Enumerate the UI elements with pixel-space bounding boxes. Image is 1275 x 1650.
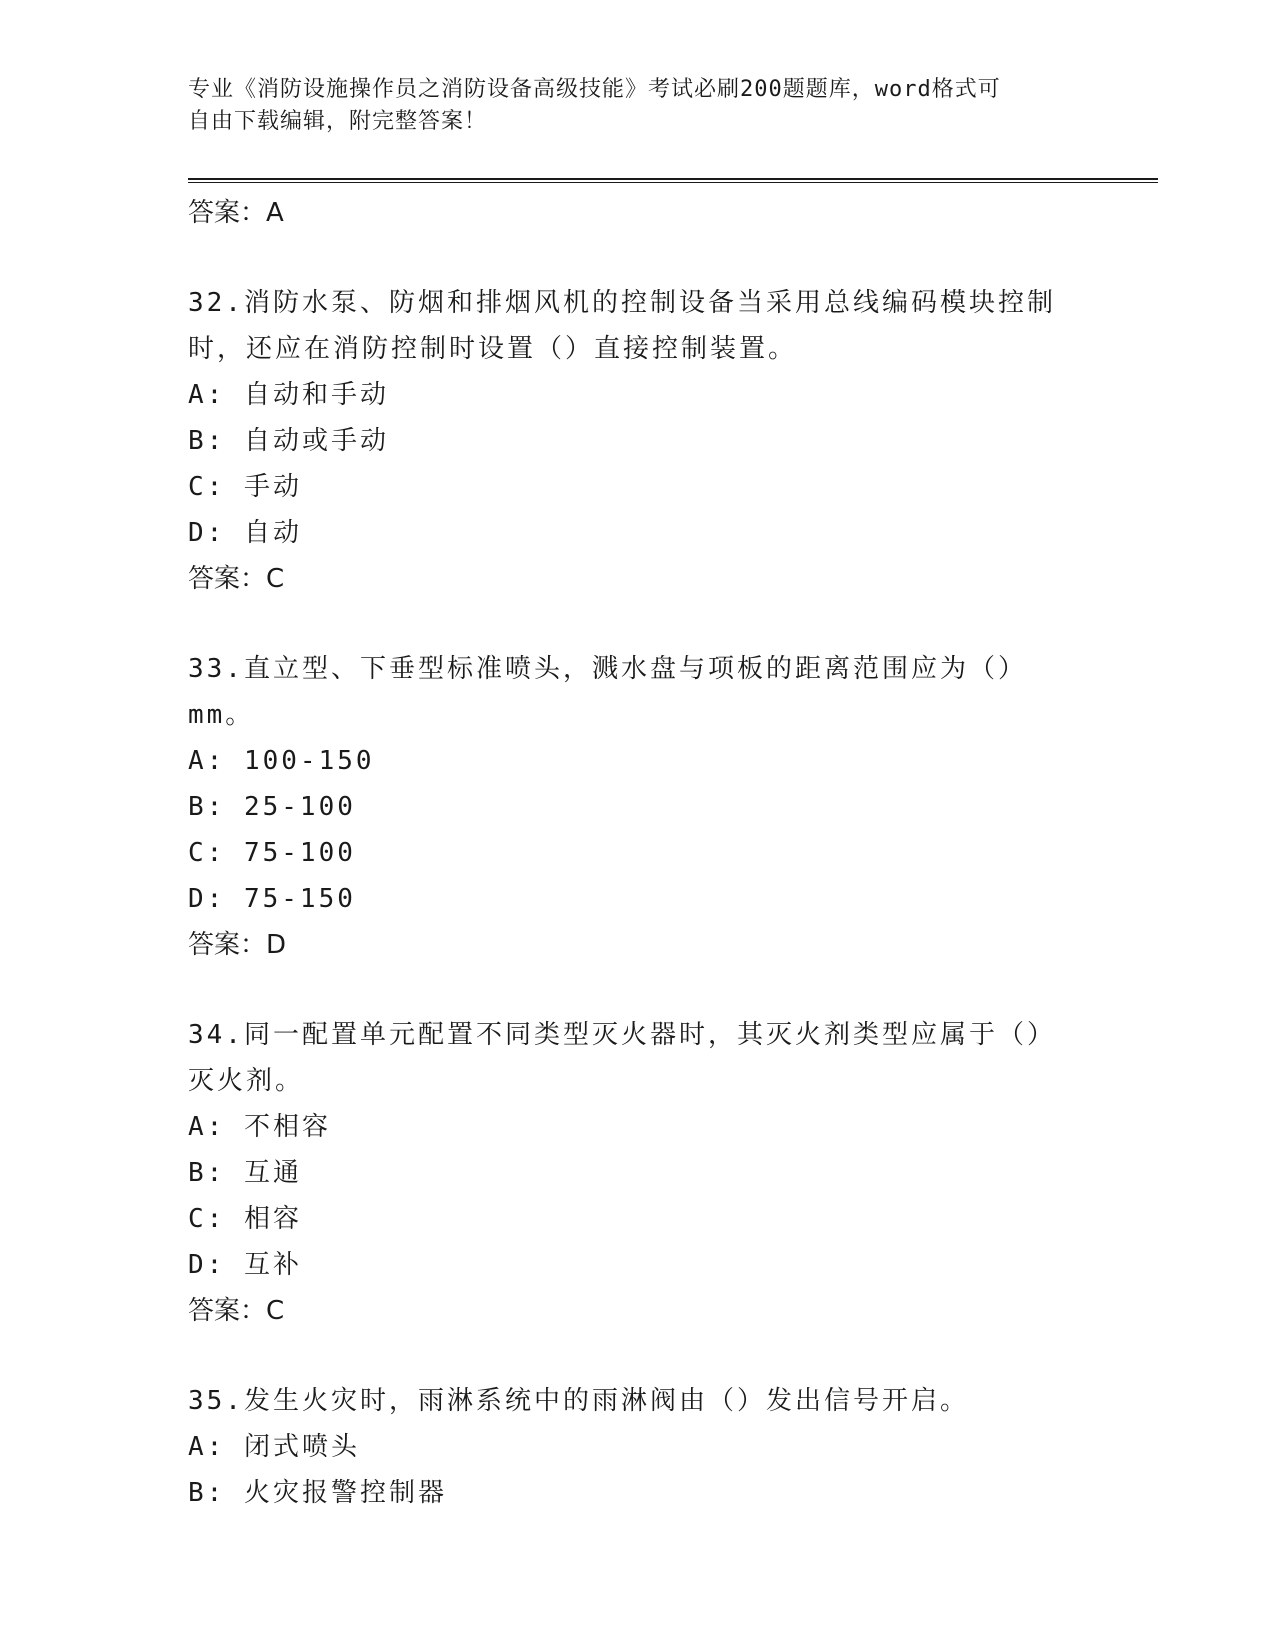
- question-32: [188, 280, 1088, 602]
- answer-value: D: [266, 930, 287, 960]
- option-a: A: 自动和手动: [188, 380, 389, 410]
- question-stem: 35.发生火灾时，雨淋系统中的雨淋阀由（）发出信号开启。: [188, 1386, 969, 1416]
- option-b: B: 25-100: [188, 792, 356, 822]
- option-b: B: 火灾报警控制器: [188, 1478, 447, 1508]
- answer-label: 答案：: [188, 198, 267, 228]
- option-d: D: 75-150: [188, 884, 356, 914]
- option-d: D: 自动: [188, 518, 302, 548]
- answer-line: [188, 1288, 1088, 1334]
- answer-value: C: [266, 564, 285, 594]
- answer-value: A: [266, 198, 284, 228]
- option-a: A: 不相容: [188, 1112, 331, 1142]
- option-a: A: 闭式喷头: [188, 1432, 360, 1462]
- document-header: [188, 74, 1068, 138]
- header-line-2: 自由下载编辑，附完整答案！: [188, 109, 488, 134]
- question-stem: 32.消防水泵、防烟和排烟风机的控制设备当采用总线编码模块控制时，还应在消防控制时设置（）直接控制装置。: [188, 288, 1056, 364]
- answer-line: [188, 556, 1088, 602]
- option-b: B: 互通: [188, 1158, 302, 1188]
- option-c: C: 相容: [188, 1204, 302, 1234]
- header-line-1: 专业《消防设施操作员之消防设备高级技能》考试必刷200题题库，word格式可: [188, 77, 1001, 102]
- answer-label: 答案：: [188, 930, 267, 960]
- question-stem: 34.同一配置单元配置不同类型灭火器时，其灭火剂类型应属于（）灭火剂。: [188, 1020, 1056, 1096]
- answer-label: 答案：: [188, 564, 267, 594]
- answer-value: C: [266, 1296, 285, 1326]
- option-b: B: 自动或手动: [188, 426, 389, 456]
- option-c: C: 75-100: [188, 838, 356, 868]
- answer-label: 答案：: [188, 1296, 267, 1326]
- answer-line: [188, 190, 1088, 236]
- option-c: C: 手动: [188, 472, 302, 502]
- option-a: A: 100-150: [188, 746, 375, 776]
- header-divider: [188, 178, 1158, 183]
- question-33: [188, 646, 1088, 968]
- option-d: D: 互补: [188, 1250, 302, 1280]
- question-stem: 33.直立型、下垂型标准喷头，溅水盘与项板的距离范围应为（）mm。: [188, 654, 1027, 730]
- answer-line: [188, 922, 1088, 968]
- question-35: [188, 1378, 1088, 1516]
- question-list: [188, 190, 1088, 1516]
- question-34: [188, 1012, 1088, 1334]
